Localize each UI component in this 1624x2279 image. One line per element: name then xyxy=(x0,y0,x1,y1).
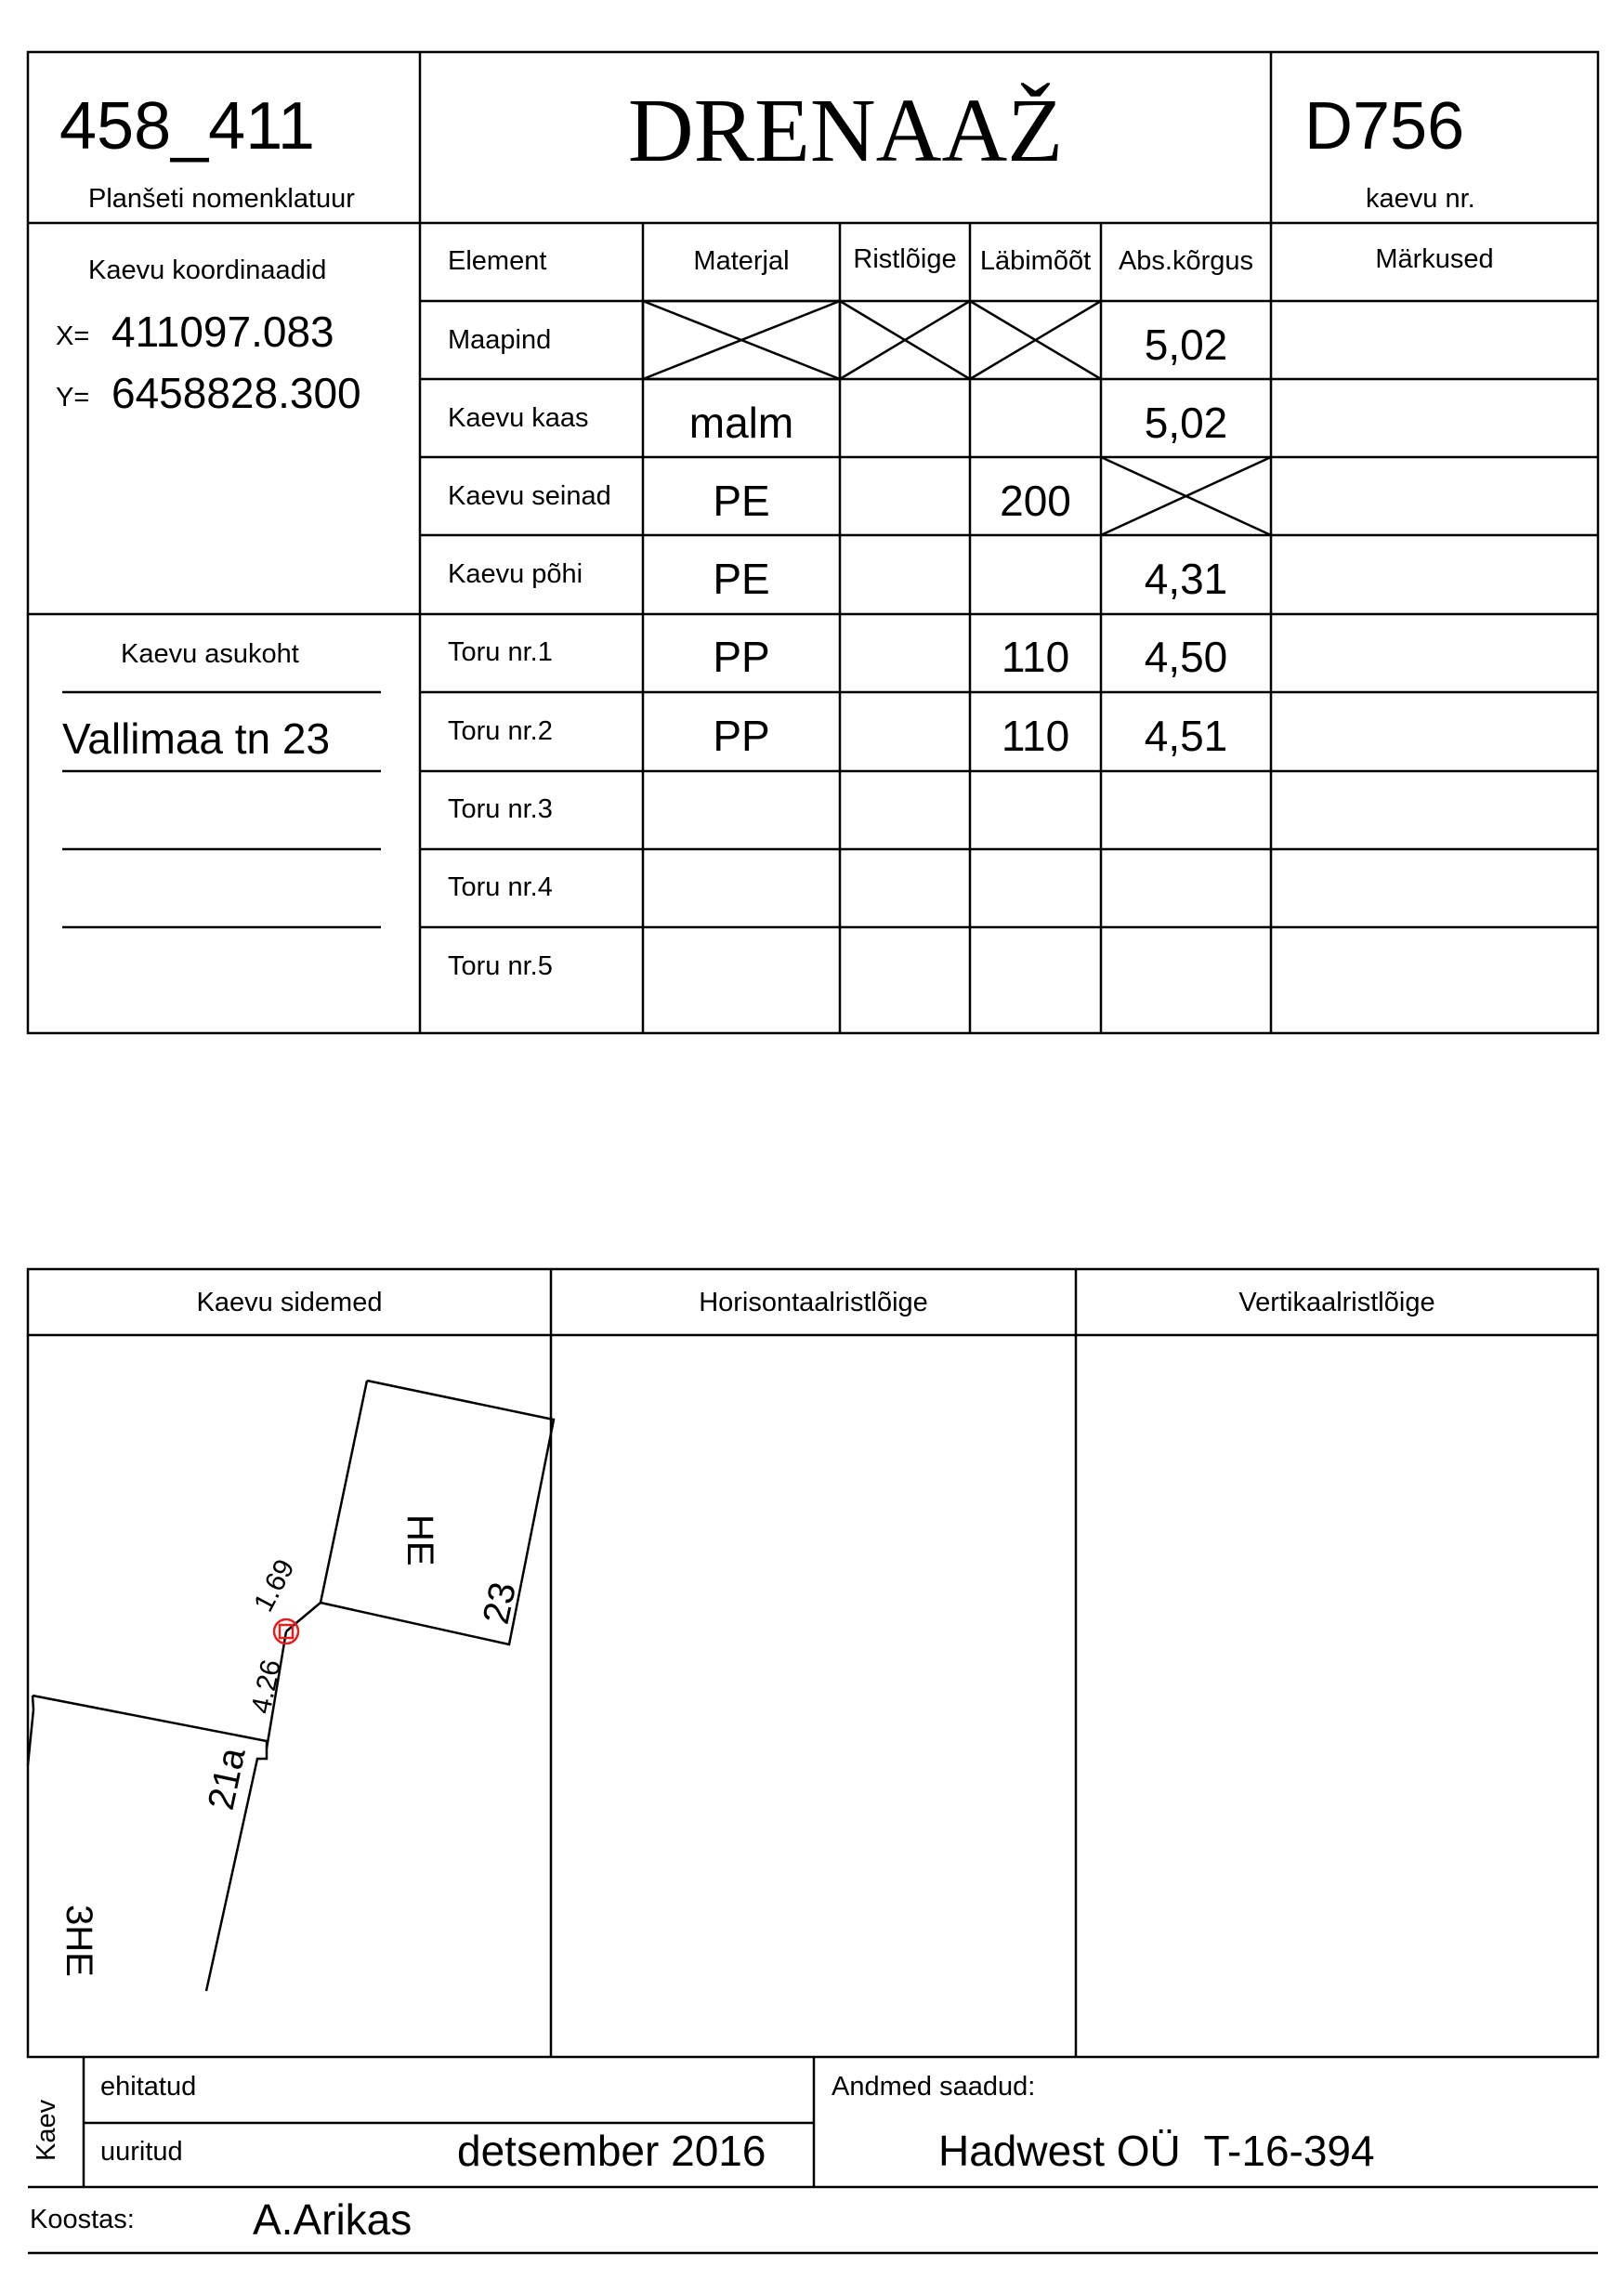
coordinates-label: Kaevu koordinaadid xyxy=(88,255,327,285)
well-sketch xyxy=(28,1381,554,1991)
kaev-label: Kaev xyxy=(32,2099,61,2161)
row-element: Kaevu seinad xyxy=(448,481,611,511)
house-21a-label: 21a xyxy=(200,1744,254,1814)
data-source-label: Andmed saadud: xyxy=(832,2072,1036,2102)
col-header-material: Materjal xyxy=(693,246,790,276)
row-element: Kaevu kaas xyxy=(448,403,589,433)
dist-label-2: 4.26 xyxy=(245,1657,287,1717)
row-elevation: 5,02 xyxy=(1144,321,1228,369)
page-title: DRENAAŽ xyxy=(627,81,1064,181)
location-label: Kaevu asukoht xyxy=(121,639,299,669)
row-material: PP xyxy=(713,712,770,760)
sheet-number: 458_411 xyxy=(59,89,315,164)
sheet-label: Planšeti nomenklatuur xyxy=(88,184,355,214)
row-element: Kaevu põhi xyxy=(448,559,583,589)
row-elevation: 4,50 xyxy=(1144,633,1228,681)
row-element: Toru nr.1 xyxy=(448,637,553,667)
col-header-element: Element xyxy=(448,246,547,276)
diagram-col-links: Kaevu sidemed xyxy=(196,1288,383,1317)
surveyed-date: detsember 2016 xyxy=(457,2127,766,2175)
author-name: A.Arikas xyxy=(253,2195,413,2244)
built-label: ehitatud xyxy=(100,2072,197,2102)
y-label: Y= xyxy=(56,383,90,413)
house-23-number: 23 xyxy=(475,1578,525,1628)
row-element: Toru nr.3 xyxy=(448,794,553,824)
col-header-diameter: Läbimõõt xyxy=(979,246,1092,276)
row-element: Toru nr.4 xyxy=(448,872,553,902)
row-elevation: 5,02 xyxy=(1144,399,1228,447)
location-address: Vallimaa tn 23 xyxy=(62,714,331,763)
col-header-notes: Märkused xyxy=(1375,244,1494,274)
row-element: Maapind xyxy=(448,325,552,355)
x-label: X= xyxy=(56,321,90,351)
row-diameter: 110 xyxy=(1001,633,1070,681)
row-diameter: 110 xyxy=(1001,712,1070,760)
row-material: PP xyxy=(713,633,770,681)
row-elevation: 4,31 xyxy=(1144,555,1228,603)
author-label: Koostas: xyxy=(30,2205,135,2234)
row-elevation: 4,51 xyxy=(1144,712,1228,760)
row-material: PE xyxy=(713,555,770,603)
col-header-cross: Ristlõige xyxy=(853,244,957,274)
row-material: PE xyxy=(713,477,770,525)
row-element: Toru nr.2 xyxy=(448,716,553,746)
y-value: 6458828.300 xyxy=(111,369,361,417)
row-diameter: 200 xyxy=(1000,477,1071,525)
row-element: Toru nr.5 xyxy=(448,951,553,981)
x-value: 411097.083 xyxy=(111,308,334,356)
house-23-letters: HE xyxy=(399,1514,440,1566)
well-id: D756 xyxy=(1304,89,1465,164)
data-source: Hadwest OÜ T-16-394 xyxy=(938,2127,1375,2175)
diagram-col-horizontal: Horisontaalristlõige xyxy=(699,1288,928,1317)
dist-label-1: 1.69 xyxy=(248,1554,301,1618)
diagram-col-vertical: Vertikaalristlõige xyxy=(1238,1288,1435,1317)
well-label: kaevu nr. xyxy=(1366,184,1475,214)
col-header-elevation: Abs.kõrgus xyxy=(1118,246,1254,276)
surveyed-label: uuritud xyxy=(100,2137,183,2167)
house-3-letters: 3HE xyxy=(59,1905,99,1977)
row-material: malm xyxy=(688,399,794,447)
